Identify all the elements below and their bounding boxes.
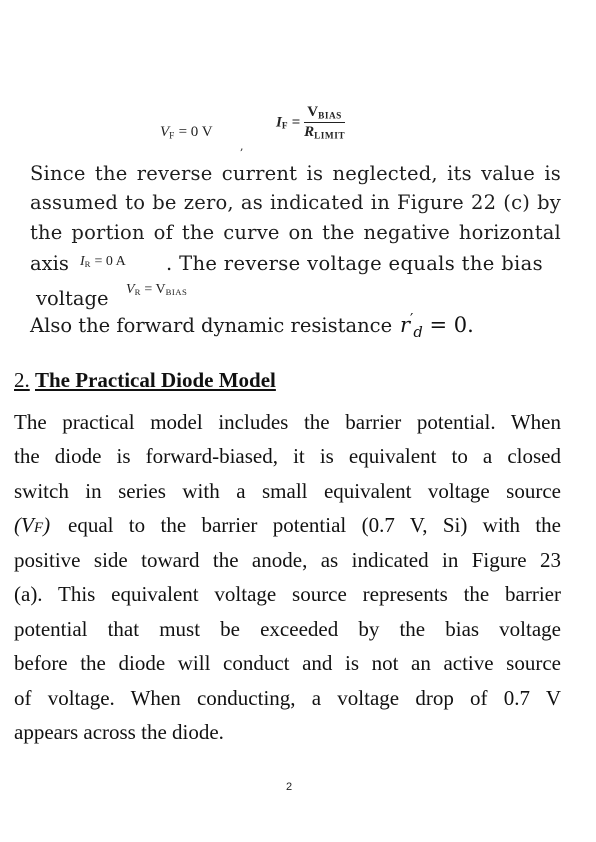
equation-vr-vbias: $V_R = V_{BIAS}$: [126, 282, 188, 298]
scan-line-3: the portion of the curve on the negative horizontal: [30, 221, 561, 244]
fraction: [304, 104, 345, 142]
scan-line-1: Since the reverse current is neglected, its value is: [30, 162, 561, 185]
page-number: 2: [286, 781, 293, 793]
paragraph-line: the diode is forward-biased, it is equivalent to a closed: [14, 444, 561, 468]
section-number: 2.: [14, 368, 30, 392]
stray-mark: ,: [240, 140, 244, 153]
equation-ir-zero: $I_R = 0$ A: [80, 254, 126, 270]
paragraph-line: positive side toward the anode, as indicated in Figure 23: [14, 548, 561, 572]
scan-line-2: assumed to be zero, as indicated in Figure 22 (c) by: [30, 191, 561, 214]
paragraph-line: The practical model includes the barrier potential. When: [14, 410, 561, 434]
paragraph-line: potential that must be exceeded by the bias voltage: [14, 617, 561, 641]
section-heading: [14, 368, 276, 393]
equation-rd-zero: $r'_d = 0$.: [400, 311, 474, 342]
paragraph-line: of voltage. When conducting, a voltage drop of 0.7 V: [14, 686, 561, 710]
fraction-numerator: $V_{BIAS}$: [304, 104, 345, 123]
paragraph-line: (a). This equivalent voltage source represents the barrier: [14, 582, 561, 606]
equation-if-bias-over-limit: $I_F$ = $\frac{V_{BIAS}}{R_{LIMIT}}$: [276, 104, 346, 142]
fraction-denominator: $R_{LIMIT}$: [304, 124, 346, 142]
scan-line-axis-rest: . The reverse voltage equals the bias: [166, 252, 543, 275]
paragraph-line: equal to the barrier potential (0.7 V, Si) with the: [68, 513, 561, 537]
paragraph-line: before the diode will conduct and is not an active source: [14, 651, 561, 675]
equation-vf-zero: $V_F = 0$ V: [160, 124, 213, 142]
vf-symbol: (VF): [14, 513, 51, 537]
scan-line-voltage: voltage: [36, 287, 109, 310]
paragraph-line: switch in series with a small equivalent voltage source: [14, 479, 561, 503]
scan-line-axis: axis: [30, 252, 69, 275]
section-title: The Practical Diode Model: [35, 368, 276, 392]
scan-line-resistance: Also the forward dynamic resistance: [30, 314, 393, 337]
paragraph-line: appears across the diode.: [14, 720, 224, 744]
